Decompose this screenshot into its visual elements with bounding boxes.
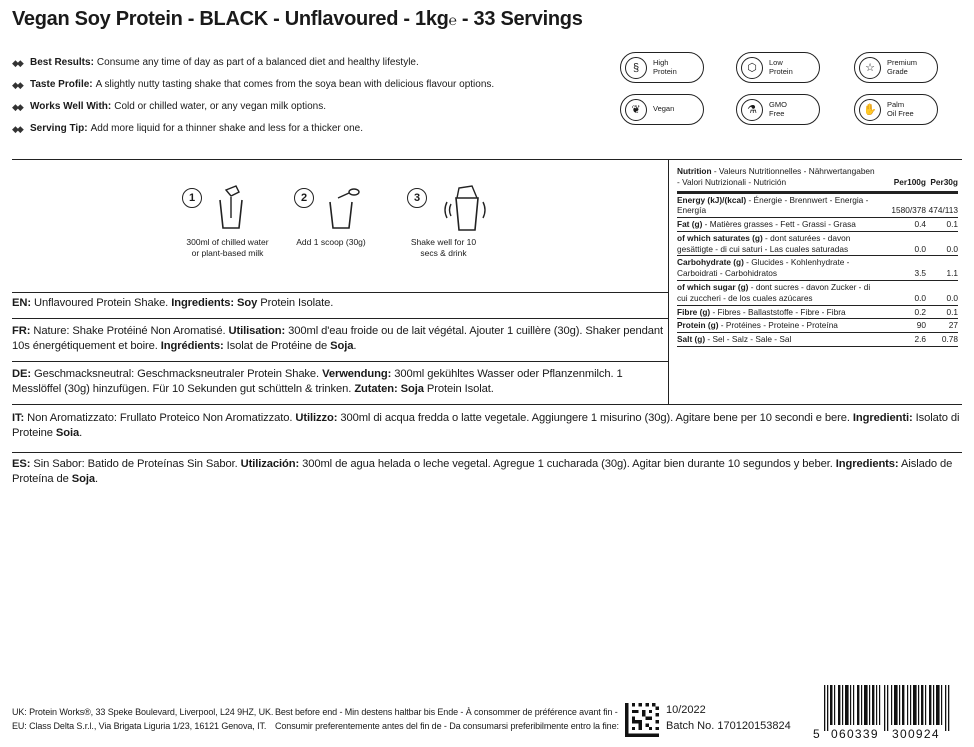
badge-palm-oil-free: ✋ Palm Oil Free	[854, 94, 938, 125]
divider	[12, 292, 668, 293]
benefit-serving-tip: ◆◆ Serving Tip: Add more liquid for a thinner shake and less for a thicker one.	[12, 123, 363, 134]
preparation-steps: 1 300ml of chilled water or plant-based milk 2 Add 1 scoop (30g) 3 Shake well for 10 secs & drink	[160, 180, 520, 290]
datamatrix-code	[625, 703, 659, 737]
divider	[12, 318, 668, 319]
divider	[12, 361, 668, 362]
badge-vegan: ❦ Vegan	[620, 94, 704, 125]
batch-number: Batch No. 170120153824	[666, 719, 791, 732]
badge-high-protein: § High Protein	[620, 52, 704, 83]
glass-pour-icon	[212, 184, 252, 230]
divider	[12, 404, 962, 405]
cubes-icon: ⬡	[741, 57, 763, 79]
nutrition-table	[677, 164, 958, 347]
barcode-digits-left: 060339	[831, 727, 879, 740]
nutrition-row-fat: Fat (g) - Matières grasses - Fett - Grassi - Grasa 0.4 0.1	[677, 218, 958, 232]
benefits-list	[12, 52, 612, 140]
divider	[12, 159, 962, 160]
badge-low-protein: ⬡ Low Protein	[736, 52, 820, 83]
arrows-icon: ◆◆	[12, 101, 22, 112]
product-title: Vegan Soy Protein - BLACK - Unflavoured - 1kg℮ - 33 Servings	[12, 8, 583, 30]
best-before-date: 10/2022	[666, 704, 706, 716]
scoop-icon	[324, 184, 364, 230]
badge-gmo-free: ⚗ GMO Free	[736, 94, 820, 125]
flask-icon: ⚗	[741, 99, 763, 121]
dna-icon: §	[625, 57, 647, 79]
lang-it: IT: Non Aromatizzato: Frullato Proteico Non Aromatizzato. Utilizzo: 300ml di acqua fredda o latte vegetale. Aggiungere 1 misurino (30g). Agitare bene per 10 secondi e bere. Ingredienti: Isolato di Proteine Soia.	[12, 412, 960, 440]
arrows-icon: ◆◆	[12, 123, 22, 134]
nutrition-row-sugar: of which sugar (g) - dont sucres - davon Zucker - di cui zuccheri - de los cuales azúcares 0.0 0.0	[677, 281, 958, 306]
nutrition-row-carbohydrate: Carbohydrate (g) - Glucides - Kohlenhydrate - Carboidrati - Carbohidratos 3.5 1.1	[677, 256, 958, 281]
estimated-sign: ℮	[448, 12, 457, 28]
arrows-icon: ◆◆	[12, 57, 22, 68]
nutrition-row-energy: Energy (kJ)/(kcal) - Énergie - Brennwert - Energia - Energía 1580/378 474/113	[677, 194, 958, 219]
lang-fr: FR: Nature: Shake Protéiné Non Aromatisé. Utilisation: 300ml d'eau froide ou de lait végétal. Ajouter 1 cuillère (30g). Shaker pendant 10s énergétiquement et boire. Ingrédients: Isolat de Protéine de Soja.	[12, 325, 664, 353]
nutrition-row-fibre: Fibre (g) - Fibres - Ballaststoffe - Fibre - Fibra 0.2 0.1	[677, 306, 958, 320]
benefit-taste-profile: ◆◆ Taste Profile: A slightly nutty tasting shake that comes from the soya bean with delicious flavour options.	[12, 79, 495, 90]
palm-hand-icon: ✋	[859, 99, 881, 121]
nutrition-header: Nutrition - Valeurs Nutritionnelles - Nährwertangaben - Valori Nutrizionali - Nutrición Per100g Per30g	[677, 164, 958, 194]
badge-premium-grade: ☆ Premium Grade	[854, 52, 938, 83]
best-before-block: Best before end - Min destens haltbar bis Ende - À consommer de préférence avant fin - Consumir preferentemente antes del fin de - Da consumarsi preferibilmente entro la fine:	[275, 707, 619, 731]
barcode-digits-right: 300924	[892, 727, 940, 740]
nutrition-row-saturates: of which saturates (g) - dont saturées - davon gesättigte - di cui saturi - Las cuales saturadas 0.0 0.0	[677, 232, 958, 257]
lang-de: DE: Geschmacksneutral: Geschmacksneutraler Protein Shake. Verwendung: 300ml gekühltes Wasser oder Pflanzenmilch. 1 Messlöffel (30g) hinzufügen. Für 10 Sekunden gut schütteln & trinken. Zutaten: Soja Protein Isolat.	[12, 368, 623, 396]
divider	[668, 159, 669, 404]
nutrition-row-salt: Salt (g) - Sel - Salz - Sale - Sal 2.6 0.78	[677, 333, 958, 347]
shaker-icon	[439, 184, 491, 232]
nutrition-row-protein: Protein (g) - Protéines - Proteine - Proteína 90 27	[677, 319, 958, 333]
lang-es: ES: Sin Sabor: Batido de Proteínas Sin Sabor. Utilización: 300ml de agua helada o leche vegetal. Agregue 1 cucharada (30g). Agitar bien durante 10 segundos y beber. Ingredients: Aislado de Proteína de Soja.	[12, 458, 953, 486]
arrows-icon: ◆◆	[12, 79, 22, 90]
star-icon: ☆	[859, 57, 881, 79]
benefit-best-results: ◆◆ Best Results: Consume any time of day as part of a balanced diet and healthy lifestyle.	[12, 57, 419, 68]
lang-en: EN: Unflavoured Protein Shake. Ingredients: Soy Protein Isolate.	[12, 297, 334, 309]
address-block: UK: Protein Works®, 33 Speke Boulevard, Liverpool, L24 9HZ, UK. EU: Class Delta S.r.l., Via Brigata Liguria 1/23, 16121 Genova, IT.	[12, 707, 274, 731]
barcode	[812, 685, 962, 740]
benefit-works-well-with: ◆◆ Works Well With: Cold or chilled water, or any vegan milk options.	[12, 101, 326, 112]
divider	[12, 452, 962, 453]
leaf-icon: ❦	[625, 99, 647, 121]
batch-info	[666, 703, 791, 735]
barcode-digit-prefix: 5	[813, 727, 820, 740]
